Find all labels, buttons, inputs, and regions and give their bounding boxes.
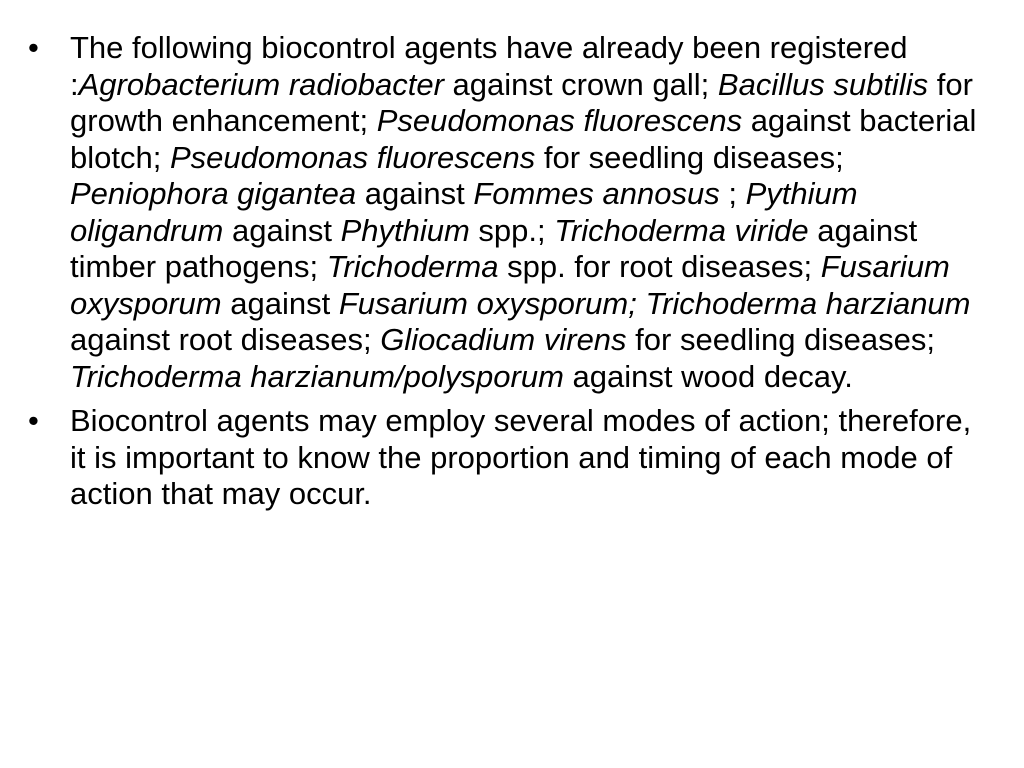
bullet-text: spp. for root diseases; [498, 249, 821, 284]
species-name: Gliocadium virens [380, 322, 627, 357]
bullet-item-modes-of-action [28, 403, 978, 513]
bullet-marker: • [28, 30, 39, 65]
species-name: Fusarium oxysporum [70, 249, 950, 321]
species-name: Agrobacterium radiobacter [78, 66, 444, 102]
bullet-text: Biocontrol agents may employ several modes of action; therefore, it is important to know the proportion and timing of each mode of action that may occur. [70, 403, 972, 511]
bullet-text: against [221, 285, 339, 321]
species-name: Trichoderma harzianum/polysporum [70, 358, 564, 394]
bullet-text: against [356, 176, 474, 211]
species-name: Pseudomonas fluorescens [169, 139, 536, 175]
bullet-text: against [223, 212, 341, 248]
species-name: Trichoderma viride [554, 212, 809, 248]
bullet-text: The following biocontrol agents have already been registered : [70, 30, 908, 102]
species-name: Phythium [340, 212, 470, 248]
bullet-text: for seedling diseases; [626, 322, 936, 357]
bullet-text: spp.; [469, 212, 555, 248]
bullet-text: against crown gall; [443, 66, 718, 102]
bullet-text: ; [719, 176, 746, 211]
bullet-list [28, 30, 978, 521]
bullet-text: against root diseases; [70, 322, 381, 357]
bullet-text: for growth enhancement; [70, 66, 973, 138]
species-name: Peniophora gigantea [70, 176, 357, 211]
species-name: Trichoderma [326, 249, 499, 284]
bullet-text: for seedling diseases; [535, 139, 844, 175]
bullet-item-registered-agents [28, 30, 978, 395]
species-name: Pythium oligandrum [70, 176, 858, 248]
bullet-marker: • [28, 403, 39, 438]
species-name: Pseudomonas fluorescens [376, 103, 743, 138]
species-name: Fusarium oxysporum; Trichoderma harzianum [338, 285, 971, 321]
bullet-text: against timber pathogens; [70, 212, 918, 284]
species-name: Bacillus subtilis [717, 66, 929, 102]
bullet-text: against wood decay. [563, 358, 853, 394]
bullet-text: against bacterial blotch; [70, 103, 977, 175]
species-name: Fommes annosus [473, 176, 720, 211]
